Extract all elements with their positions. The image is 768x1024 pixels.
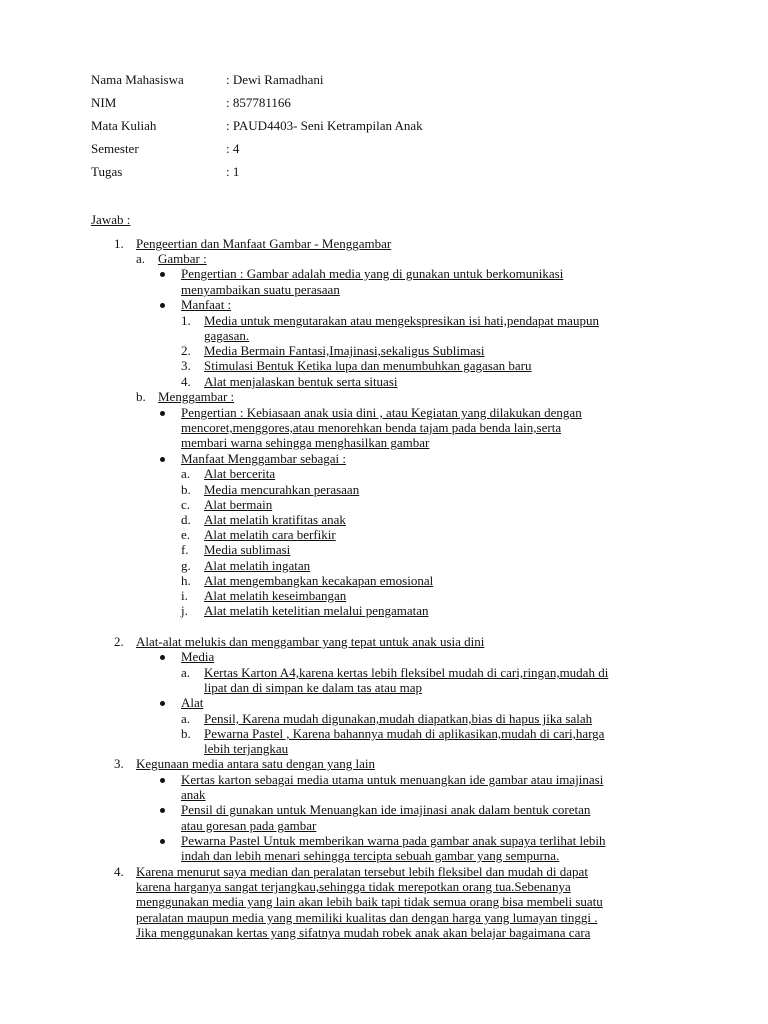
bullet-icon <box>160 457 165 462</box>
list-item: Alat mengembangkan kecakapan emosional <box>204 573 434 588</box>
list-number: 2. <box>181 343 191 358</box>
q1b-pengertian: Pengertian : Kebiasaan anak usia dini , atau Kegiatan yang dilakukan dengan <box>181 405 582 420</box>
info-label: Mata Kuliah <box>91 118 157 133</box>
q1b-pengertian: membari warna sehingga menghasilkan gambar <box>181 435 430 450</box>
list-item: Stimulasi Bentuk Ketika lupa dan menumbuhkan gagasan baru <box>204 358 532 373</box>
list-number: 1. <box>114 236 124 251</box>
answer-heading: Jawab : <box>91 212 131 227</box>
list-item: Alat melatih keseimbangan <box>204 588 347 603</box>
q3-title: Kegunaan media antara satu dengan yang lain <box>136 756 375 771</box>
info-label: Tugas <box>91 164 123 179</box>
list-item: gagasan. <box>204 328 250 343</box>
list-item: Media mencurahkan perasaan <box>204 482 360 497</box>
q4-paragraph-line: karena harganya sangat terjangkau,sehingga tidak merepotkan orang tua.Sebenanya <box>136 879 571 894</box>
list-item: lebih terjangkau <box>204 741 289 756</box>
q2-alat-label: Alat <box>181 695 204 710</box>
list-marker: j. <box>181 603 188 618</box>
list-marker: a. <box>181 466 191 481</box>
q2-title: Alat-alat melukis dan menggambar yang tepat untuk anak usia dini <box>136 634 485 649</box>
list-marker: d. <box>181 512 191 527</box>
bullet-icon <box>160 701 165 706</box>
list-marker: c. <box>181 497 191 512</box>
info-value: : 1 <box>226 164 240 179</box>
info-label: Nama Mahasiswa <box>91 72 184 87</box>
list-number: 3. <box>114 756 124 771</box>
list-item: Alat melatih ketelitian melalui pengamatan <box>204 603 429 618</box>
bullet-icon <box>160 655 165 660</box>
list-number: 3. <box>181 358 191 373</box>
q1b-manfaat-label: Manfaat Menggambar sebagai : <box>181 451 346 466</box>
bullet-icon <box>160 778 165 783</box>
student-info <box>91 72 423 187</box>
q4-paragraph-line: menggunakan media yang lain akan lebih baik tapi tidak semua orang bisa membeli suatu <box>136 894 603 909</box>
list-number: 4. <box>181 374 191 389</box>
q1b-pengertian: mencoret,menggores,atau menorehkan benda tajam pada benda lain,serta <box>181 420 562 435</box>
list-marker: g. <box>181 558 191 573</box>
list-number: 2. <box>114 634 124 649</box>
bullet-icon <box>160 411 165 416</box>
q2-media-label: Media <box>181 649 215 664</box>
list-item: atau goresan pada gambar <box>181 818 317 833</box>
info-row <box>91 72 423 95</box>
list-item: Kertas karton sebagai media utama untuk menuangkan ide gambar atau imajinasi <box>181 772 604 787</box>
q1a-pengertian: Pengertian : Gambar adalah media yang di gunakan untuk berkomunikasi <box>181 266 564 281</box>
list-number: 4. <box>114 864 124 879</box>
list-item: Kertas Karton A4,karena kertas lebih fleksibel mudah di cari,ringan,mudah di <box>204 665 609 680</box>
list-item: Media Bermain Fantasi,Imajinasi,sekaligus Sublimasi <box>204 343 485 358</box>
list-marker: e. <box>181 527 191 542</box>
list-number: 1. <box>181 313 191 328</box>
list-marker: b. <box>136 389 146 404</box>
q4-paragraph-line: peralatan maupun media yang memiliki kualitas dan dengan harga yang lumayan tinggi . <box>136 910 598 925</box>
list-marker: b. <box>181 482 191 497</box>
list-marker: i. <box>181 588 188 603</box>
info-label: Semester <box>91 141 139 156</box>
bullet-icon <box>160 272 165 277</box>
q4-paragraph-line: Jika menggunakan kertas yang sifatnya mudah robek anak akan belajar bagaimana cara <box>136 925 591 940</box>
list-item: Alat melatih kratifitas anak <box>204 512 346 527</box>
list-marker: a. <box>181 711 191 726</box>
bullet-icon <box>160 808 165 813</box>
list-marker: f. <box>181 542 189 557</box>
bullet-icon <box>160 303 165 308</box>
bullet-icon <box>160 839 165 844</box>
list-item: Pewarna Pastel Untuk memberikan warna pada gambar anak supaya terlihat lebih <box>181 833 606 848</box>
list-item: Alat melatih cara berfikir <box>204 527 336 542</box>
list-item: Alat menjalaskan bentuk serta situasi <box>204 374 398 389</box>
info-value: : 4 <box>226 141 240 156</box>
q1-title: Pengeertian dan Manfaat Gambar - Menggambar <box>136 236 392 251</box>
info-row <box>91 118 423 141</box>
list-marker: b. <box>181 726 191 741</box>
info-value: : PAUD4403- Seni Ketrampilan Anak <box>226 118 423 133</box>
q1b-label: Menggambar : <box>158 389 235 404</box>
list-item: Pewarna Pastel , Karena bahannya mudah di aplikasikan,mudah di cari,harga <box>204 726 605 741</box>
q1a-label: Gambar : <box>158 251 207 266</box>
list-marker: h. <box>181 573 191 588</box>
list-item: Media sublimasi <box>204 542 291 557</box>
info-value: : Dewi Ramadhani <box>226 72 324 87</box>
list-item: Pensil di gunakan untuk Menuangkan ide imajinasi anak dalam bentuk coretan <box>181 802 591 817</box>
q1a-manfaat-label: Manfaat : <box>181 297 232 312</box>
info-label: NIM <box>91 95 117 110</box>
list-item: Media untuk mengutarakan atau mengekspresikan isi hati,pendapat maupun <box>204 313 599 328</box>
info-value: : 857781166 <box>226 95 291 110</box>
list-item: lipat dan di simpan ke dalam tas atau map <box>204 680 423 695</box>
list-marker: a. <box>136 251 146 266</box>
list-item: anak <box>181 787 206 802</box>
q1a-pengertian: menyambaikan suatu perasaan <box>181 282 340 297</box>
list-item: Alat bercerita <box>204 466 276 481</box>
info-row <box>91 164 423 187</box>
list-item: Pensil, Karena mudah digunakan,mudah diapatkan,bias di hapus jika salah <box>204 711 593 726</box>
info-row <box>91 141 423 164</box>
q4-paragraph-line: Karena menurut saya median dan peralatan tersebut lebih fleksibel dan mudah di dapat <box>136 864 588 879</box>
list-item: indah dan lebih menari sehingga tercipta sebuah gambar yang sempurna. <box>181 848 560 863</box>
list-item: Alat bermain <box>204 497 273 512</box>
list-item: Alat melatih ingatan <box>204 558 311 573</box>
info-row <box>91 95 423 118</box>
list-marker: a. <box>181 665 191 680</box>
